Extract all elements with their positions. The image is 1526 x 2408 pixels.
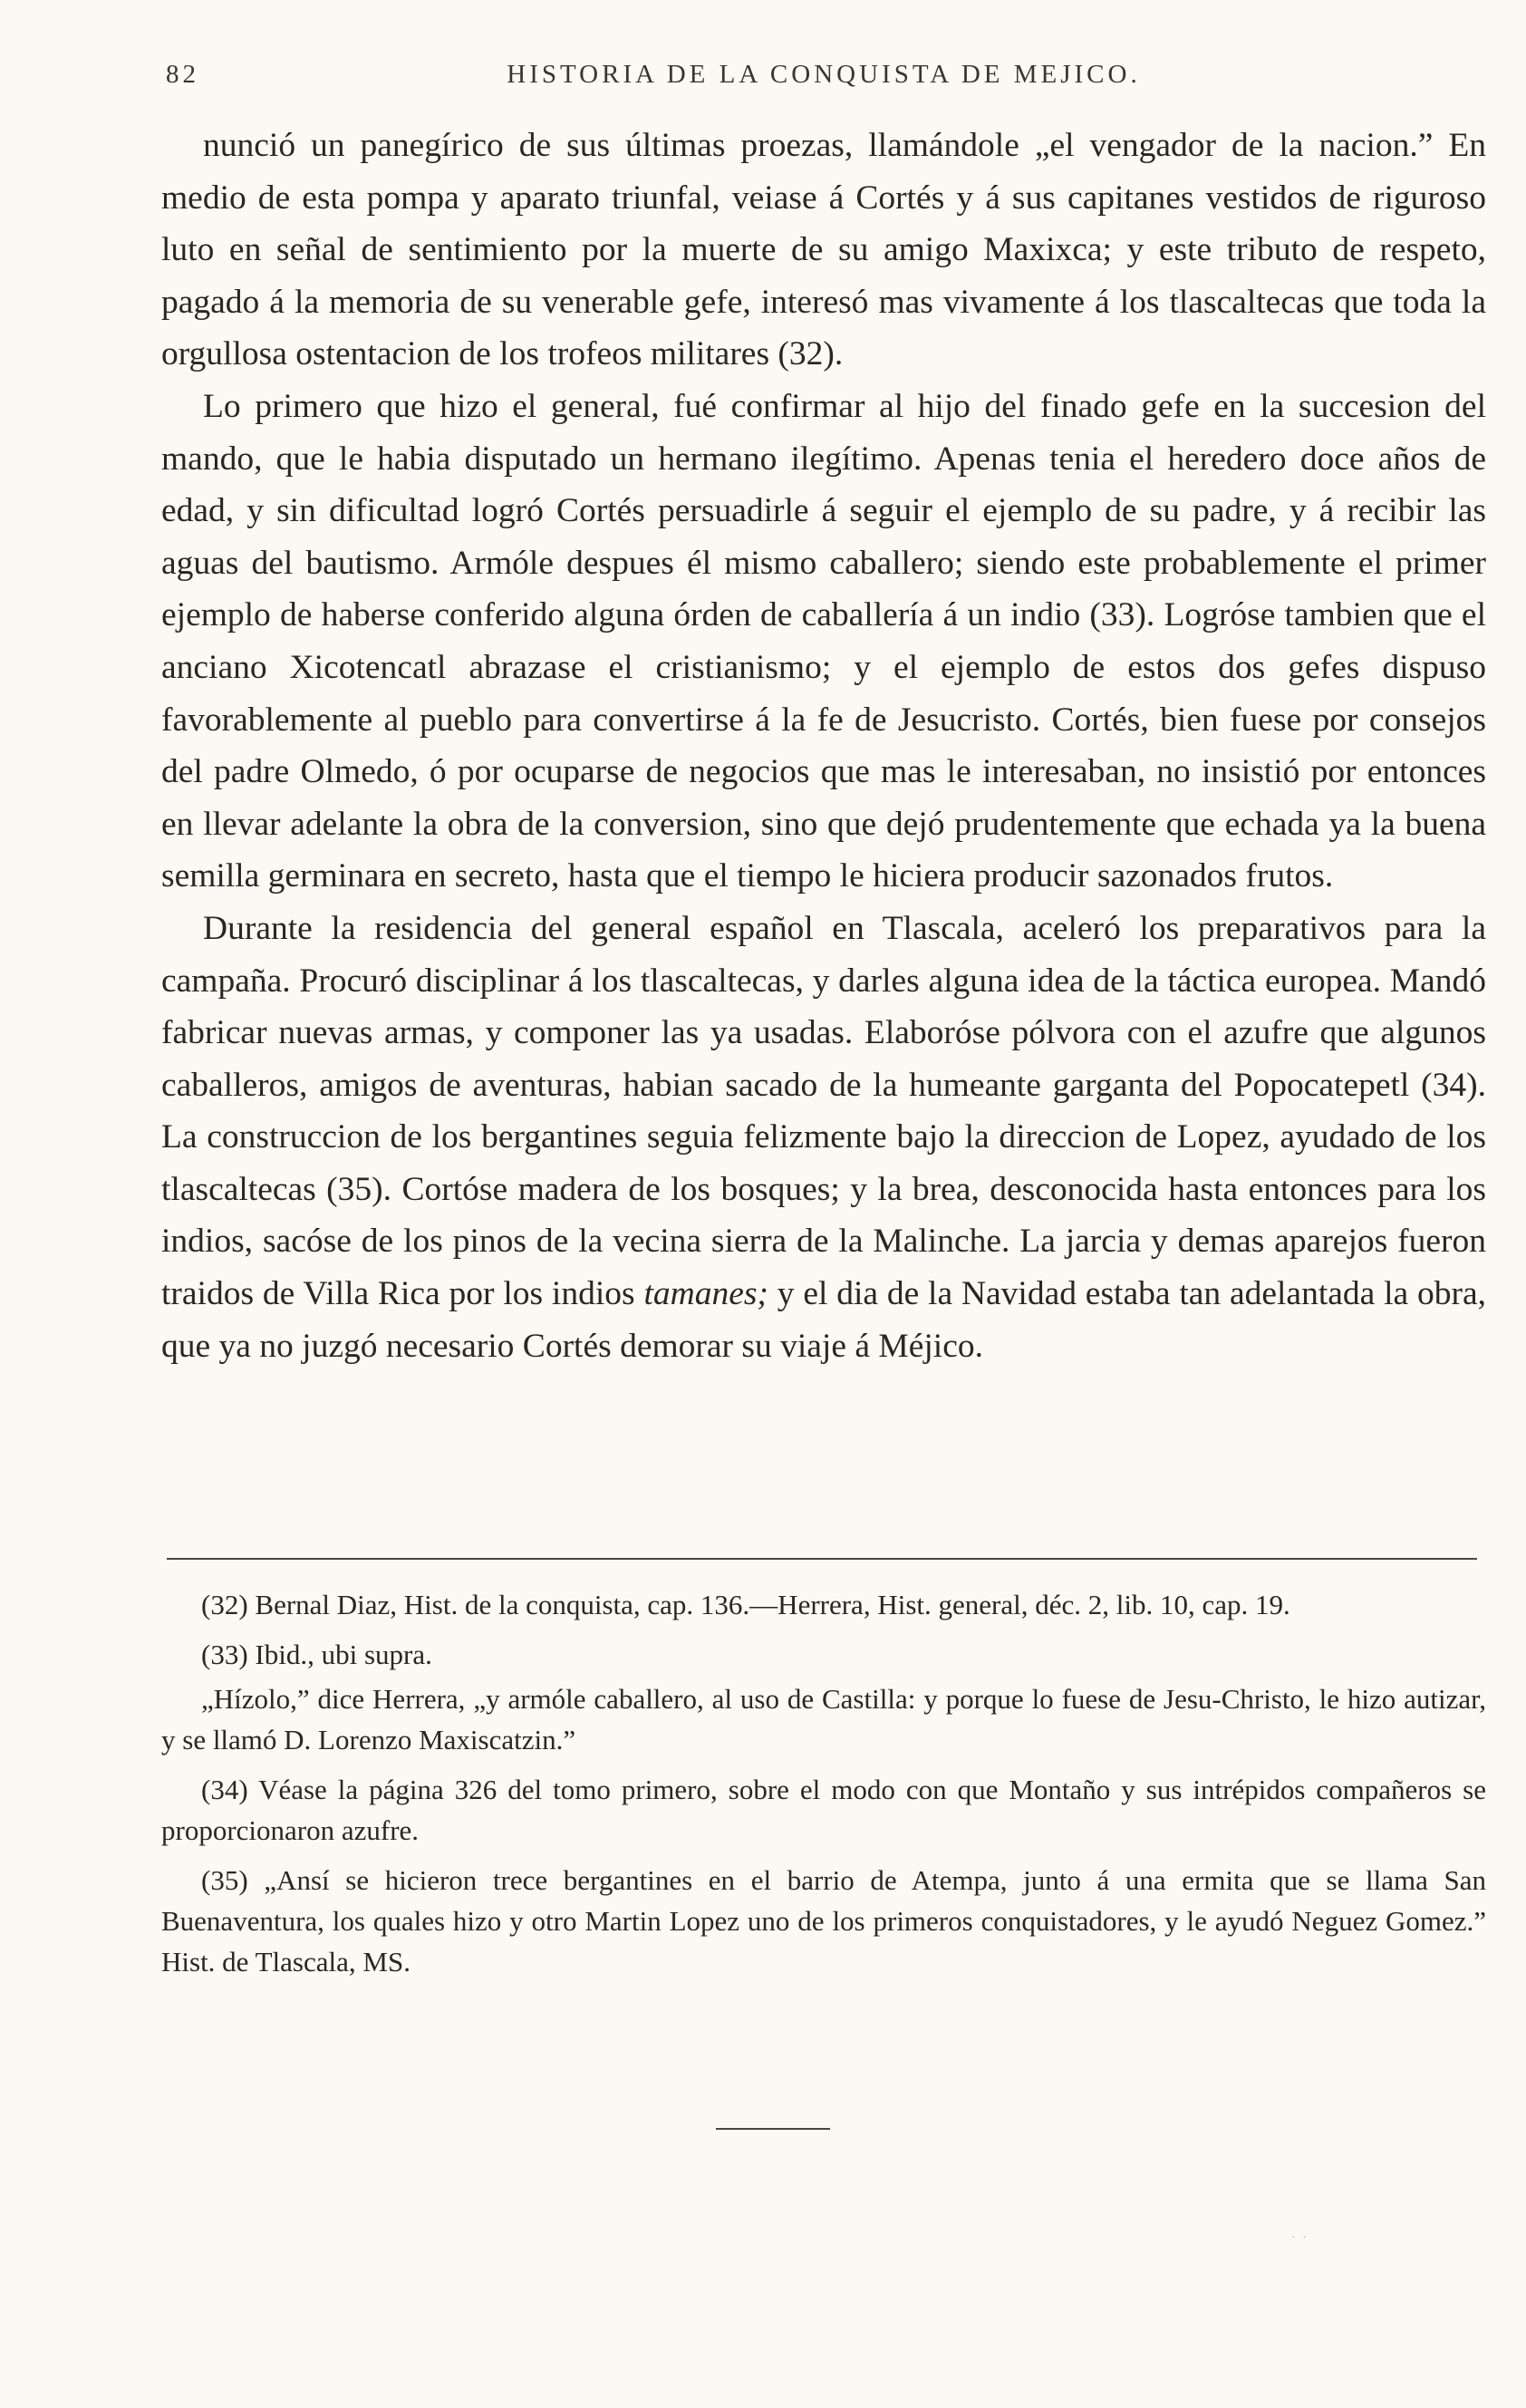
page-number: 82	[166, 60, 199, 89]
footnote-32: (32) Bernal Diaz, Hist. de la conquista, cap. 136.—Herrera, Hist. general, déc. 2, lib. 10, cap. 19.	[201, 1589, 1290, 1620]
paragraph-2: Lo primero que hizo el general, fué confirmar al hijo del finado gefe en la succesion del mando, que le habia disputado un hermano ilegítimo. Apenas tenia el heredero doce años de edad, y sin dificultad logró Cortés persuadirle á seguir el ejemplo de su padre, y á recibir las aguas del bautismo. Armóle despues él mismo caballero; siendo este probablemente el primer ejemplo de haberse conferido alguna órden de caballería á un indio (33). Logróse tambien que el anciano Xicotencatl abrazase el cristianismo; y el ejemplo de estos dos gefes dispuso favorablemente al pueblo para convertirse á la fe de Jesucristo. Cortés, bien fuese por consejos del padre Olmedo, ó por ocuparse de negocios que mas le interesaban, no insistió por entonces en llevar adelante la obra de la conversion, sino que dejó prudentemente que echada ya la buena semilla germinara en secreto, hasta que el tiempo le hiciera producir sazonados frutos.	[161, 387, 1486, 895]
footnote-separator	[167, 1558, 1477, 1560]
running-head	[166, 54, 1482, 102]
footnotes	[161, 1584, 1486, 1991]
main-text	[161, 120, 1486, 1372]
paragraph-3	[161, 903, 1486, 1372]
paragraph-3-text-a: Durante la residencia del general español en Tlascala, aceleró los preparativos para la campaña. Procuró disciplinar á los tlascaltecas, y darles alguna idea de la táctica europea. Mandó fabricar nuevas armas, y componer las ya usadas. Elaboróse pólvora con el azufre que algunos caballeros, amigos de aventuras, habian sacado de la humeante garganta del Popocatepetl (34). La construccion de los bergantines seguia felizmente bajo la direccion de Lopez, ayudado de los tlascaltecas (35). Cortóse madera de los bosques; y la brea, desconocida hasta entonces para los indios, sacóse de los pinos de la vecina sierra de la Malinche. La jarcia y demas aparejos fueron traidos de Villa Rica por los indios	[161, 909, 1486, 1313]
print-specks-decoration: · ·	[1291, 2231, 1309, 2245]
footnote-35: (35) „Ansí se hicieron trece bergantines en el barrio de Atempa, junto á una ermita que se llama San Buenaventura, los quales hizo y otro Martin Lopez uno de los primeros conquistadores, y le ayudó Neguez Gomez.” Hist. de Tlascala, MS.	[161, 1864, 1486, 1978]
paragraph-1: nunció un panegírico de sus últimas proezas, llamándole „el vengador de la nacion.” En medio de esta pompa y aparato triunfal, veiase á Cortés y á sus capitanes vestidos de riguroso luto en señal de sentimiento por la muerte de su amigo Maxixca; y este tributo de respeto, pagado á la memoria de su venerable gefe, interesó mas vivamente á los tlascaltecas que toda la orgullosa ostentacion de los trofeos militares (32).	[161, 127, 1486, 373]
footnote-33: (33) Ibid., ubi supra.	[201, 1639, 432, 1670]
end-rule	[716, 2128, 830, 2130]
footnote-34: (34) Véase la página 326 del tomo primero, sobre el modo con que Montaño y sus intrépidos compañeros se proporcionaron azufre.	[161, 1774, 1486, 1846]
footnote-33-quote: „Hízolo,” dice Herrera, „y armóle caballero, al uso de Castilla: y porque lo fuese de Jesu-Christo, le hizo autizar, y se llamó D. Lorenzo Maxiscatzin.”	[161, 1683, 1486, 1755]
running-title: HISTORIA DE LA CONQUISTA DE MEJICO.	[507, 60, 1141, 89]
paragraph-3-text-b: y el dia de la Navidad estaba tan adelantada la obra, que ya no juzgó necesario Cortés demorar su viaje á Méjico.	[161, 1275, 1486, 1365]
italic-word-tamanes: tamanes;	[643, 1275, 768, 1313]
